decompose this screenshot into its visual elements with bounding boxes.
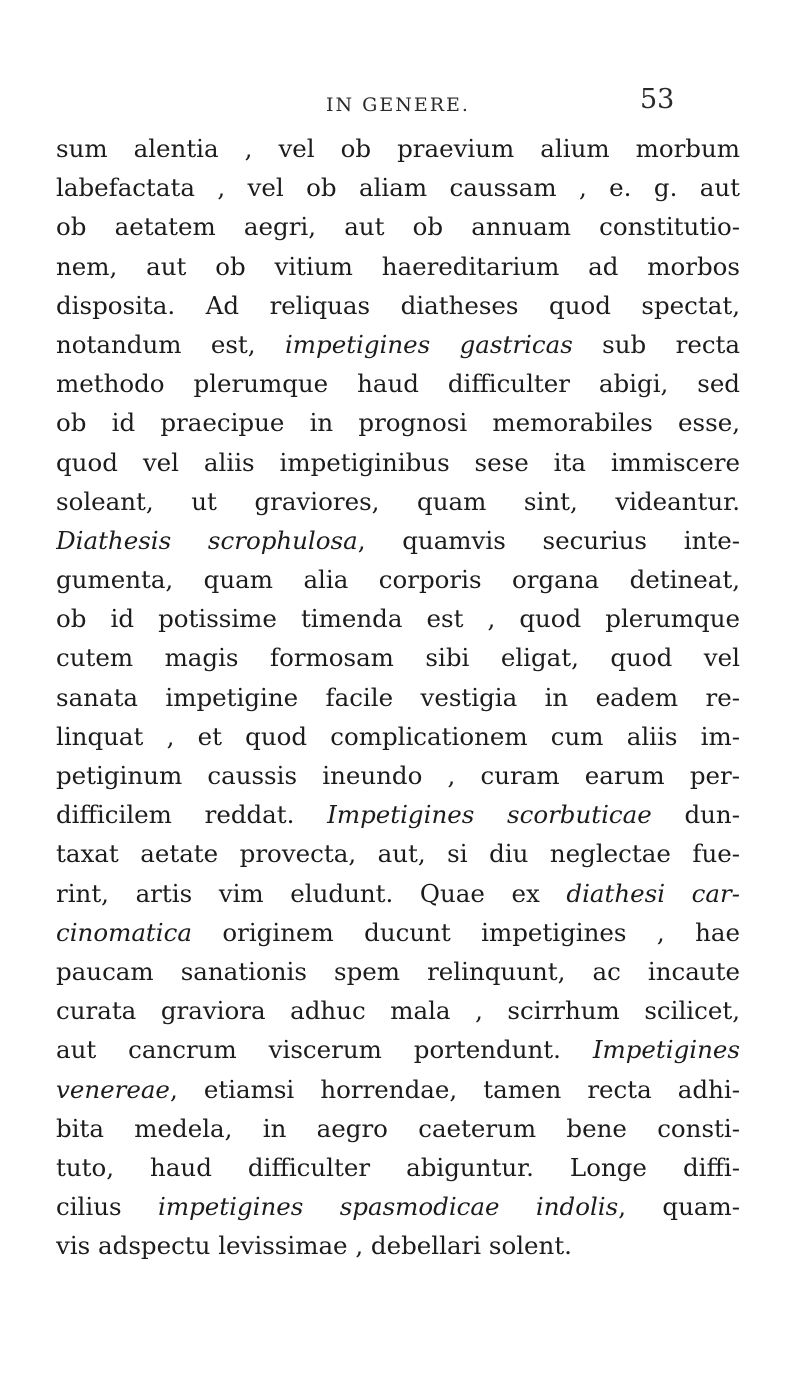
italic-text: diathesi car- [566, 878, 740, 908]
roman-text: linquat , et quod complicationem cum aliis im- [56, 721, 740, 751]
text-line [56, 1109, 740, 1148]
roman-text: notandum est, [56, 329, 285, 359]
running-head [0, 84, 800, 124]
text-line [56, 913, 740, 952]
text-line [56, 638, 740, 677]
text-line [56, 1070, 740, 1109]
roman-text: taxat aetate provecta, aut, si diu neglectae fue- [56, 839, 740, 869]
roman-text: curata graviora adhuc mala , scirrhum scilicet, [56, 996, 740, 1026]
roman-text: disposita. Ad reliquas diatheses quod spectat, [56, 290, 740, 320]
roman-text: ob id praecipue in prognosi memorabiles esse, [56, 408, 740, 438]
text-line [56, 403, 740, 442]
text-line [56, 129, 740, 168]
text-line [56, 364, 740, 403]
text-line [56, 1226, 740, 1265]
text-line [56, 207, 740, 246]
roman-text: bita medela, in aegro caeterum bene consti- [56, 1113, 740, 1143]
roman-text: tuto, haud difficulter abiguntur. Longe diffi- [56, 1152, 740, 1182]
roman-text: , quamvis securius inte- [357, 525, 740, 555]
italic-text: cinomatica [56, 917, 192, 947]
roman-text: quod vel aliis impetiginibus sese ita immiscere [56, 447, 740, 477]
text-line [56, 1187, 740, 1226]
text-line [56, 599, 740, 638]
italic-text: Impetigines [592, 1035, 740, 1065]
text-line [56, 168, 740, 207]
roman-text: ob id potissime timenda est , quod plerumque [56, 604, 740, 634]
roman-text: gumenta, quam alia corporis organa detineat, [56, 565, 740, 595]
running-title: IN GENERE. [326, 94, 470, 116]
italic-text: impetigines gastricas [284, 329, 573, 359]
body-text [56, 129, 740, 1265]
roman-text: paucam sanationis spem relinquunt, ac incaute [56, 956, 740, 986]
roman-text: rint, artis vim eludunt. Quae ex [56, 878, 567, 908]
roman-text: , quam- [618, 1192, 740, 1222]
roman-text: originem ducunt impetigines , hae [191, 917, 740, 947]
text-line [56, 560, 740, 599]
roman-text: ob aetatem aegri, aut ob annuam constitutio- [56, 212, 740, 242]
roman-text: petiginum caussis ineundo , curam earum per- [56, 761, 740, 790]
text-line [56, 443, 740, 482]
page-number: 53 [640, 84, 675, 115]
roman-text: sum alentia , vel ob praevium alium morbum [56, 134, 740, 163]
roman-text: methodo plerumque haud difficulter abigi, sed [56, 369, 740, 399]
text-line [56, 247, 740, 286]
roman-text: nem, aut ob vitium haereditarium ad morbos [56, 251, 740, 281]
text-line [56, 834, 740, 873]
roman-text: difficilem reddat. [56, 800, 328, 830]
roman-text: , etiamsi horrendae, tamen recta adhi- [169, 1074, 740, 1104]
text-line [56, 1148, 740, 1187]
italic-text: venereae [56, 1074, 170, 1104]
roman-text: vis adspectu levissimae , debellari solent. [56, 1231, 572, 1261]
text-line [56, 521, 740, 560]
text-line [56, 952, 740, 991]
text-line [56, 482, 740, 521]
text-line [56, 678, 740, 717]
text-line [56, 795, 740, 834]
roman-text: dun- [651, 800, 740, 830]
italic-text: Diathesis scrophulosa [56, 525, 358, 555]
text-line [56, 756, 740, 795]
text-line [56, 325, 740, 364]
roman-text: sanata impetigine facile vestigia in eadem re- [56, 682, 740, 712]
text-line [56, 1030, 740, 1069]
text-line [56, 286, 740, 325]
roman-text: sub recta [572, 329, 740, 359]
roman-text: labefactata , vel ob aliam caussam , e. g. aut [56, 173, 740, 203]
roman-text: cutem magis formosam sibi eligat, quod vel [56, 643, 740, 673]
text-line [56, 874, 740, 913]
italic-text: Impetigines scorbuticae [327, 800, 652, 830]
roman-text: cilius [56, 1192, 159, 1222]
italic-text: impetigines spasmodicae indolis [158, 1192, 619, 1222]
roman-text: aut cancrum viscerum portendunt. [56, 1035, 593, 1065]
text-line [56, 991, 740, 1030]
roman-text: soleant, ut graviores, quam sint, videantur. [56, 486, 740, 516]
text-line [56, 717, 740, 756]
